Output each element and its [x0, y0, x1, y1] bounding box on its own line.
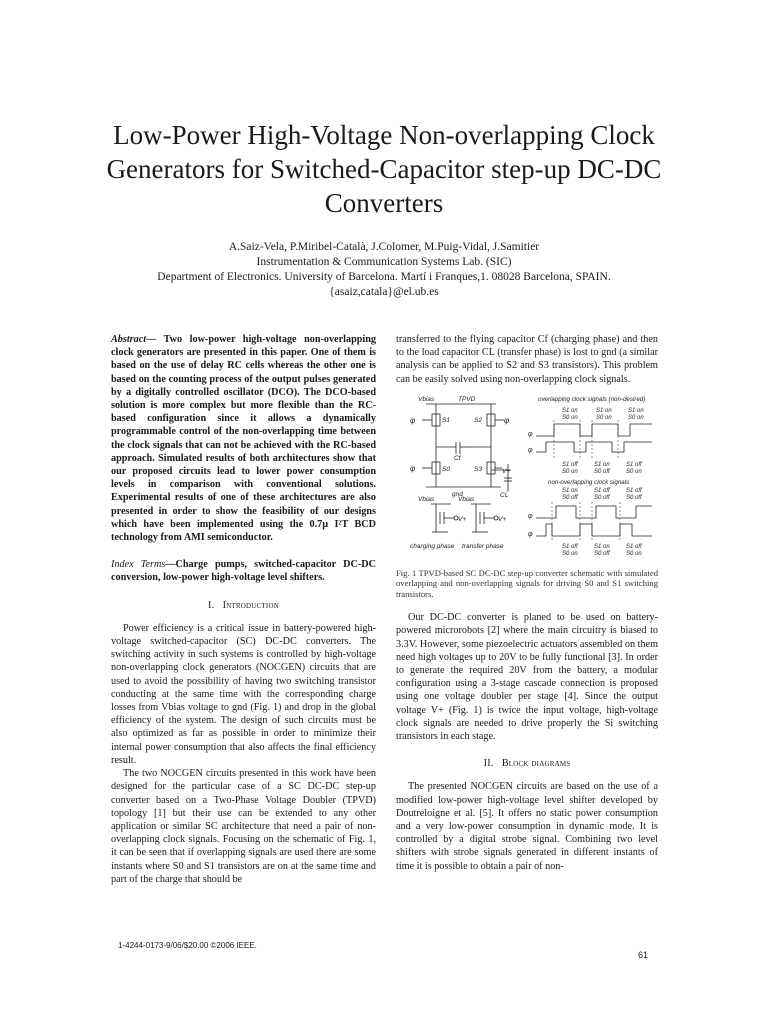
label-phi-0: φ — [410, 463, 416, 473]
label-vplus-transfer: V+ — [498, 515, 507, 523]
affiliation-department: Department of Electronics. University of Barcelona. Martí i Franques,1. 08028 Barcelona, SPAIN. — [157, 271, 611, 283]
intro-paragraph-1: Power efficiency is a critical issue in battery-powered high-voltage switched-capacitor (SC) DC-DC converters. The switching activity in such systems is controlled by high-voltage non-overlapping clock generators (NOCGEN) circuits that are used to avoid the possibility of having two switching transistor conducting at the same time with the corresponding charge losses from Vbias voltage to gnd (Fig. 1) and drop in the global efficiency of the system. The design of such circuits must be also optimized as far as possible in order to minimize their internal power consumption that also affects the final efficiency result. — [111, 622, 376, 766]
section-heading-block-diagrams — [396, 757, 658, 770]
label-s1on-d: S1 on — [594, 461, 610, 468]
left-column — [111, 333, 376, 886]
label-charging-phase: charging phase — [410, 542, 455, 550]
page-number: 61 — [638, 950, 649, 960]
label-overlapping-title: overlapping clock signals (non-desired) — [538, 395, 646, 403]
abstract — [111, 333, 376, 544]
author-email: {asaiz,catala}@el.ub.es — [329, 286, 439, 298]
label-s1: S1 — [442, 416, 450, 424]
label-s1off-d: S1 off — [626, 487, 642, 494]
label-s1on-e: S1 on — [562, 487, 578, 494]
label-s0on-f: S0 on — [562, 550, 578, 557]
label-s0on-g: S0 on — [626, 550, 642, 557]
abstract-label: Abstract— — [111, 334, 157, 345]
label-vbias-charging: Vbias — [418, 495, 435, 503]
label-s3: S3 — [474, 465, 482, 473]
figure-1-caption: Fig. 1 TPVD-based SC DC-DC step-up converter schematic with simulated overlapping and non-overlapping signals for driving S0 and S1 switching transistors. — [396, 568, 658, 599]
label-cl: CL — [500, 491, 509, 499]
label-gnd: gnd — [452, 490, 463, 498]
abstract-text: Two low-power high-voltage non-overlapping clock generators are presented in this paper. One of them is based on the use of delay RC cells whereas the other one is based on the counting process of the output pulses generated by a digitally controlled oscillator (DCO). The DCO-based solution is more complex but more flexible than the RC-based configuration since it allows a dynamically programmable control of the non-overlapping time between the clock signals that can not be achieved with the RC-based approach. Simulated results of both architectures show that our proposed circuits lead to lower power consumption levels in comparison with conventional solutions. Experimental results of one of these architectures are also presented in order to show the feasibility of our designs which have been implemented using the 0.7µ I²T BCD technology from AMI semiconductor. — [111, 334, 376, 544]
label-s0on-e: S0 on — [626, 468, 642, 475]
label-s0off-e: S0 off — [594, 550, 610, 557]
label-s1off-f: S1 off — [626, 543, 642, 550]
affiliation-lab: Instrumentation & Communication Systems Lab. (SIC) — [256, 256, 512, 268]
label-s0on-b: S0 on — [596, 414, 612, 421]
label-s0on-a: S0 on — [562, 414, 578, 421]
section-number: I. — [208, 599, 215, 611]
index-terms-text: —Charge pumps, switched-capacitor DC-DC conversion, low-power high-voltage level shifters. — [111, 559, 376, 584]
index-terms — [111, 558, 376, 584]
section-title: Introduction — [222, 599, 279, 611]
label-phi-1: φ — [410, 415, 416, 425]
label-s1on-c: S1 on — [628, 407, 644, 414]
copyright-footer: 1-4244-0173-9/06/$20.00 ©2006 IEEE. — [118, 941, 257, 950]
section-title: Block diagrams — [501, 758, 571, 770]
label-s1on-b: S1 on — [596, 407, 612, 414]
label-s0off-c: S0 off — [594, 494, 610, 501]
author-list: A.Saiz-Vela, P.Miribel-Català, J.Colomer, M.Puig-Vidal, J.Samitier — [228, 241, 540, 253]
label-s1off-b: S1 off — [626, 461, 642, 468]
label-vbias: Vbias — [418, 395, 435, 403]
label-s1off-e: S1 off — [562, 543, 578, 550]
label-phi-overlap-1: φ — [528, 430, 533, 438]
label-s1off-a: S1 off — [562, 461, 578, 468]
label-transfer-phase: transfer phase — [462, 542, 504, 550]
paper-title: Low-Power High-Voltage Non-overlapping Clock Generators for Switched-Capacitor step-up DC-DC Converters — [106, 120, 662, 218]
section-heading-introduction — [111, 599, 376, 612]
label-s0: S0 — [442, 465, 450, 473]
label-phi-overlap-0: φ — [528, 446, 533, 454]
label-vplus-charging: V+ — [458, 515, 467, 523]
label-vplus: V+ — [502, 467, 511, 475]
label-non-overlapping-title: non-overlapping clock signals — [548, 478, 630, 486]
label-cf: Cf — [454, 454, 461, 462]
label-phi-nonoverlap-0: φ — [528, 530, 533, 538]
label-s0off-b: S0 off — [562, 494, 578, 501]
label-vbias-transfer: Vbias — [458, 495, 475, 503]
label-s1on-f: S1 on — [594, 543, 610, 550]
label-s0off-d: S0 off — [626, 494, 642, 501]
label-s1on-a: S1 on — [562, 407, 578, 414]
label-s0off-a: S0 off — [594, 468, 610, 475]
section-number: II. — [483, 758, 494, 770]
intro-paragraph-2: The two NOCGEN circuits presented in this work have been designed for the particular case of a SC DC-DC step-up converter based on a Two-Phase Voltage Doubler (TPVD) topology [1] but their use can be extended to any other application or similar SC architecture that need a pair of non-overlapping clock signals. Focusing on the schematic of Fig. 1, it can be seen that if overlapping signals are used there are some instants where S0 and S1 transistors are on at the same time and part of the charge that should be — [111, 768, 376, 885]
block-diagrams-paragraph-1: The presented NOCGEN circuits are based on the use of a modified low-power high-voltage level shifter developed by Doutreloigne et al. [5]. It offers no static power consumption and a very low-power consumption in dynamic mode. It is controlled by a digital strobe signal. Combining two level shifters with strobe signals generated in different instants of time it is possible to obtain a pair of non- — [396, 781, 658, 872]
label-s0on-c: S0 on — [628, 414, 644, 421]
label-s1off-c: S1 off — [594, 487, 610, 494]
intro-paragraph-continued: transferred to the flying capacitor Cf (charging phase) and then to the load capacitor CL (transfer phase) is lost to gnd (a similar analysis can be applied to S2 and S3 transistors). This problem can be easily solved using non-overlapping clock signals. — [396, 334, 658, 385]
label-phi-nonoverlap-1: φ — [528, 512, 533, 520]
label-phi-2: φ — [504, 415, 510, 425]
figure-1-schematic — [396, 392, 658, 558]
index-terms-label: Index Terms — [111, 559, 166, 571]
label-s2: S2 — [474, 416, 482, 424]
author-block — [90, 240, 678, 300]
intro-paragraph-3: Our DC-DC converter is planed to be used on battery-powered microrobots [2] where the main circuitry is biased to 3.3V. However, some piezoelectric actuators assembled on them need high voltages up to 20V to be fully functional [3]. In order to generate the required 20V from the battery, a modular configuration using a 3-stage cascade connection is proposed using one voltage doubler per stage [4]. Since the output voltage V+ (Fig. 1) is twice the input voltage, high-voltage clock signals are needed to drive properly the Si switching transistors in each stage. — [396, 612, 658, 743]
label-tpvd: TPVD — [458, 395, 476, 403]
label-s0on-d: S0 on — [562, 468, 578, 475]
right-column — [396, 333, 658, 873]
